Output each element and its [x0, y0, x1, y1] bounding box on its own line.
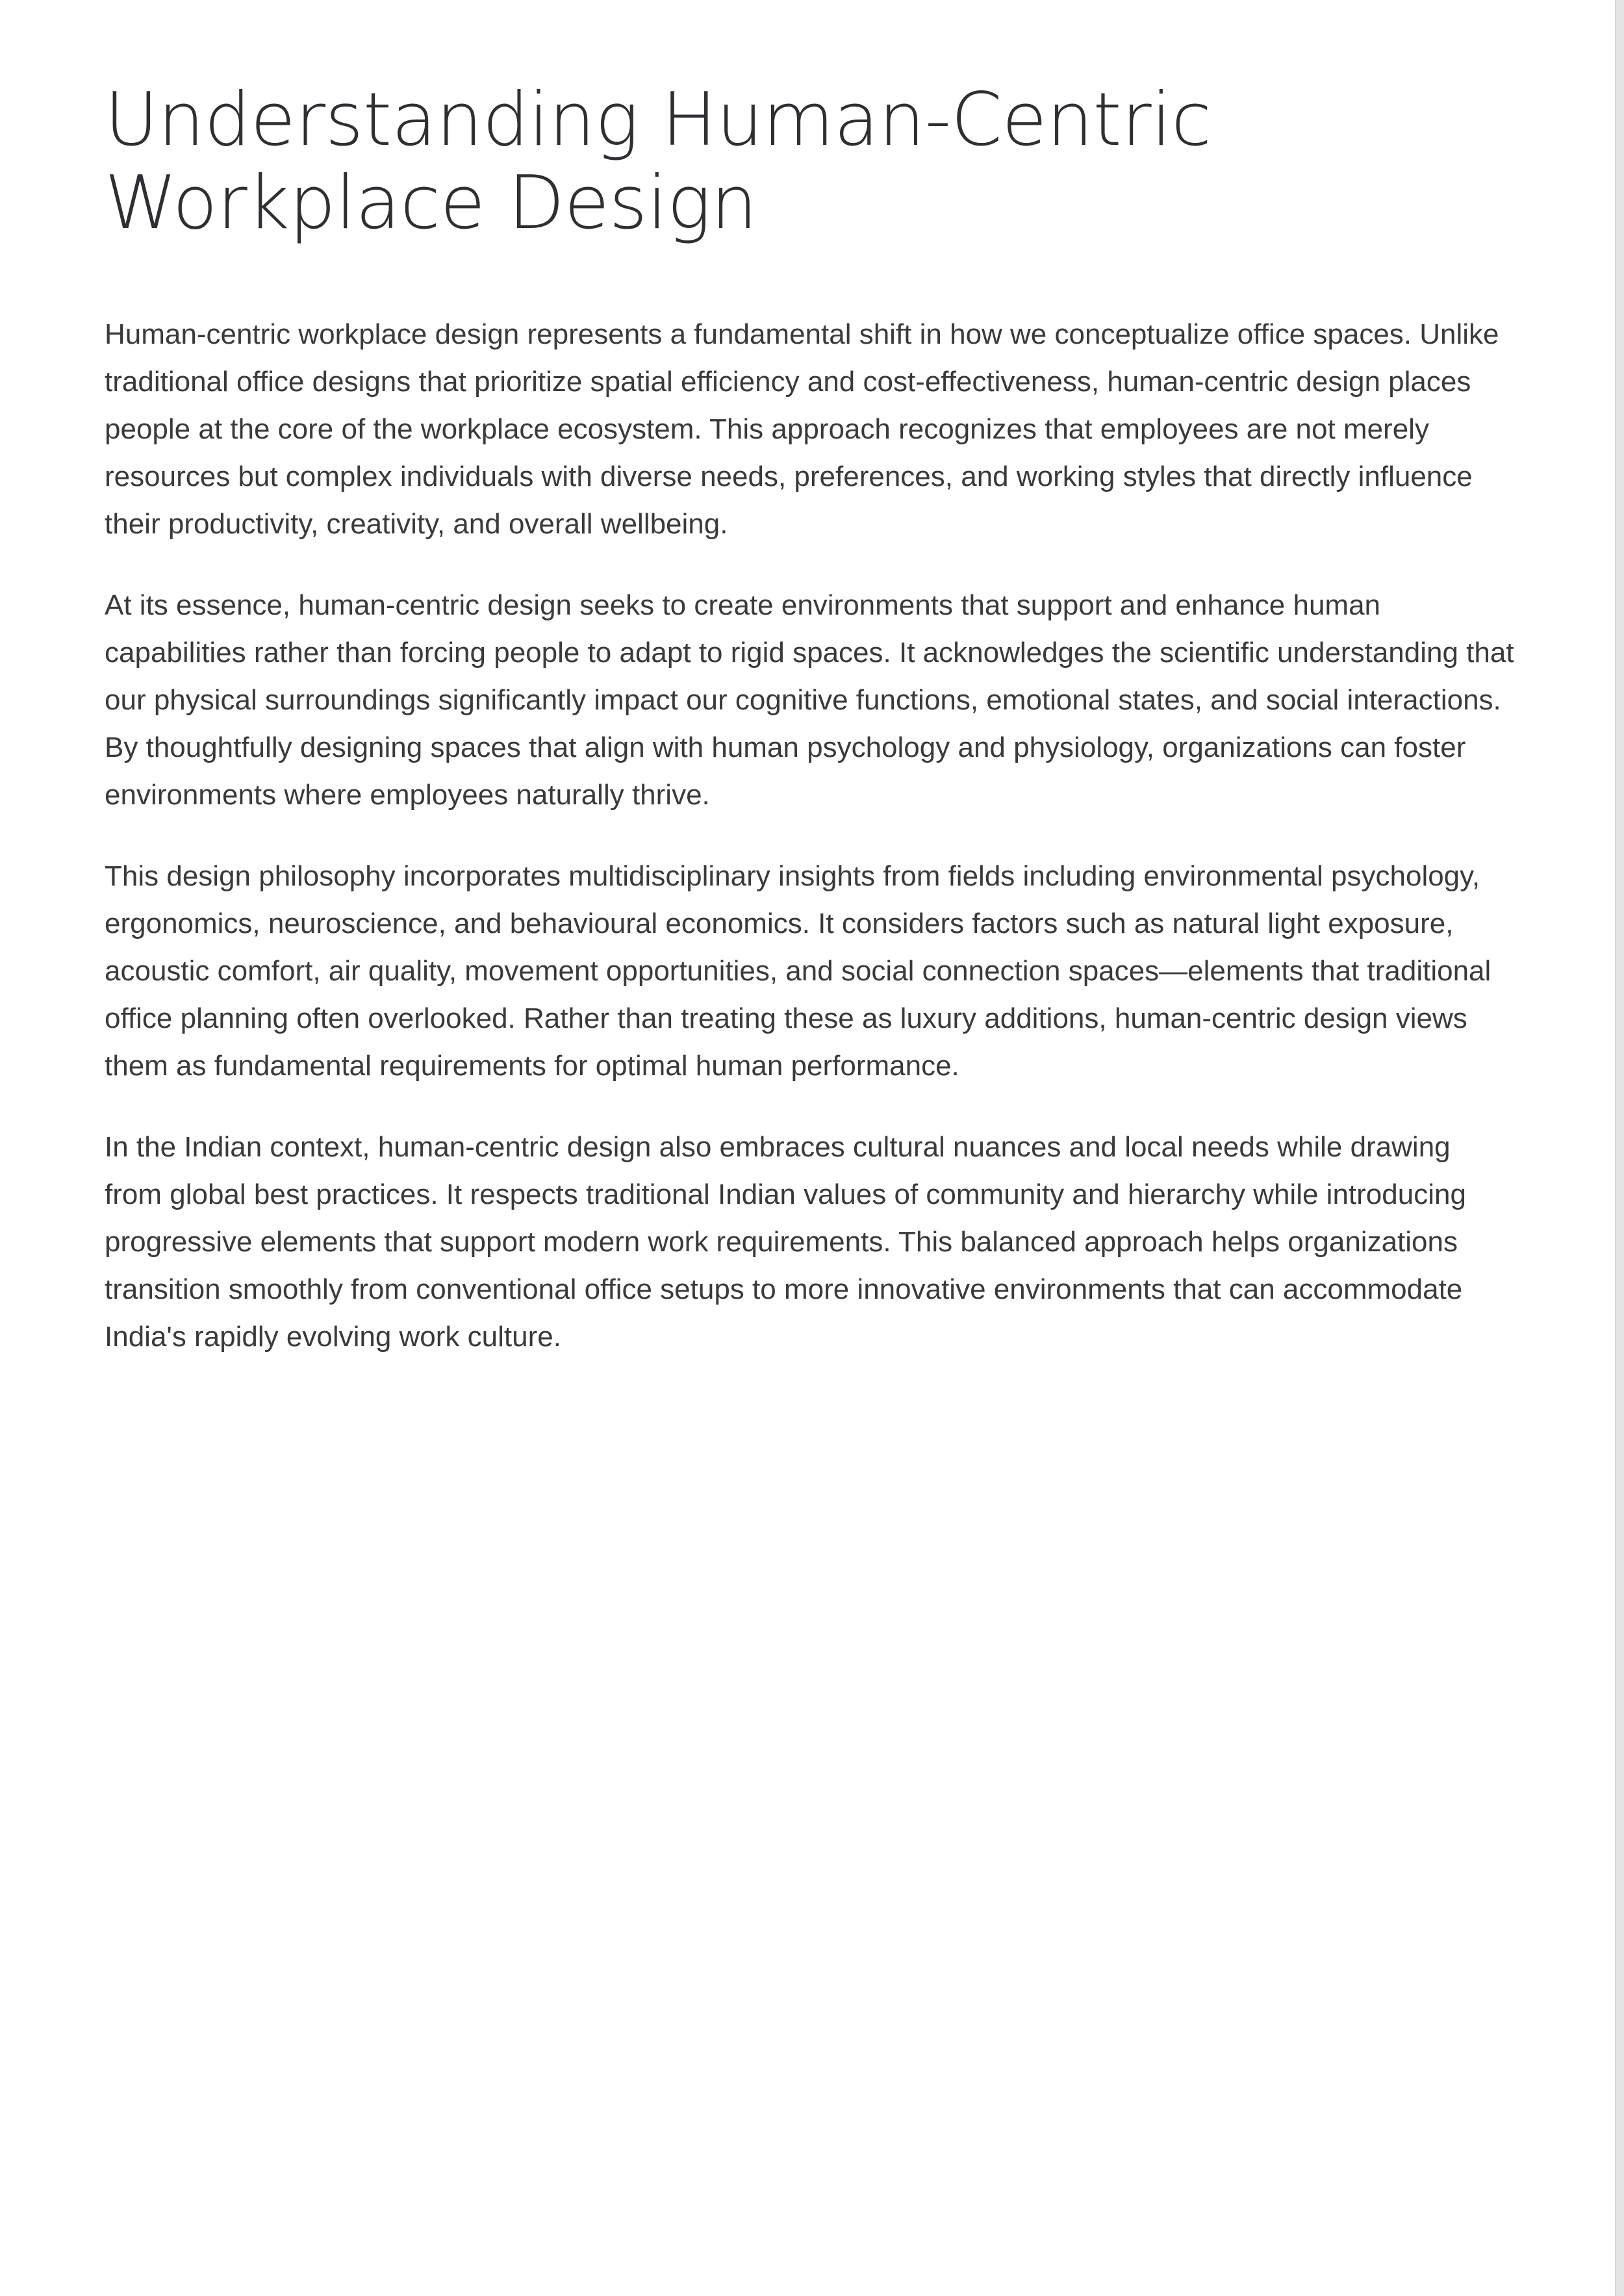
body-text — [105, 311, 1521, 1360]
paragraph-1: Human-centric workplace design represents a fundamental shift in how we conceptualize office spaces. Unlike traditional office designs that prioritize spatial efficiency and cost-effectiveness, human-centric design places people at the core of the workplace ecosystem. This approach recognizes that employees are not merely resources but complex individuals with diverse needs, preferences, and working styles that directly influence their productivity, creativity, and overall wellbeing. — [105, 318, 1499, 540]
paragraph-3: This design philosophy incorporates multidisciplinary insights from fields including environmental psychology, ergonomics, neuroscience, and behavioural economics. It considers factors such as natural light exposure, acoustic comfort, air quality, movement opportunities, and social connection spaces—elements that traditional office planning often overlooked. Rather than treating these as luxury additions, human-centric design views them as fundamental requirements for optimal human performance. — [105, 860, 1491, 1082]
paragraph-2: At its essence, human-centric design seeks to create environments that support and enhance human capabilities rather than forcing people to adapt to rigid spaces. It acknowledges the scientific understanding that our physical surroundings significantly impact our cognitive functions, emotional states, and social interactions. By thoughtfully designing spaces that align with human psychology and physiology, organizations can foster environments where employees naturally thrive. — [105, 589, 1514, 811]
document-content — [105, 78, 1521, 1394]
page-title: Understanding Human-Centric Workplace Design — [105, 77, 1212, 246]
page-edge-scrollbar[interactable] — [1615, 0, 1624, 2296]
paragraph-4: In the Indian context, human-centric design also embraces cultural nuances and local needs while drawing from global best practices. It respects traditional Indian values of community and hierarchy while introducing progressive elements that support modern work requirements. This balanced approach helps organizations transition smoothly from conventional office setups to more innovative environments that can accommodate India's rapidly evolving work culture. — [105, 1131, 1466, 1353]
